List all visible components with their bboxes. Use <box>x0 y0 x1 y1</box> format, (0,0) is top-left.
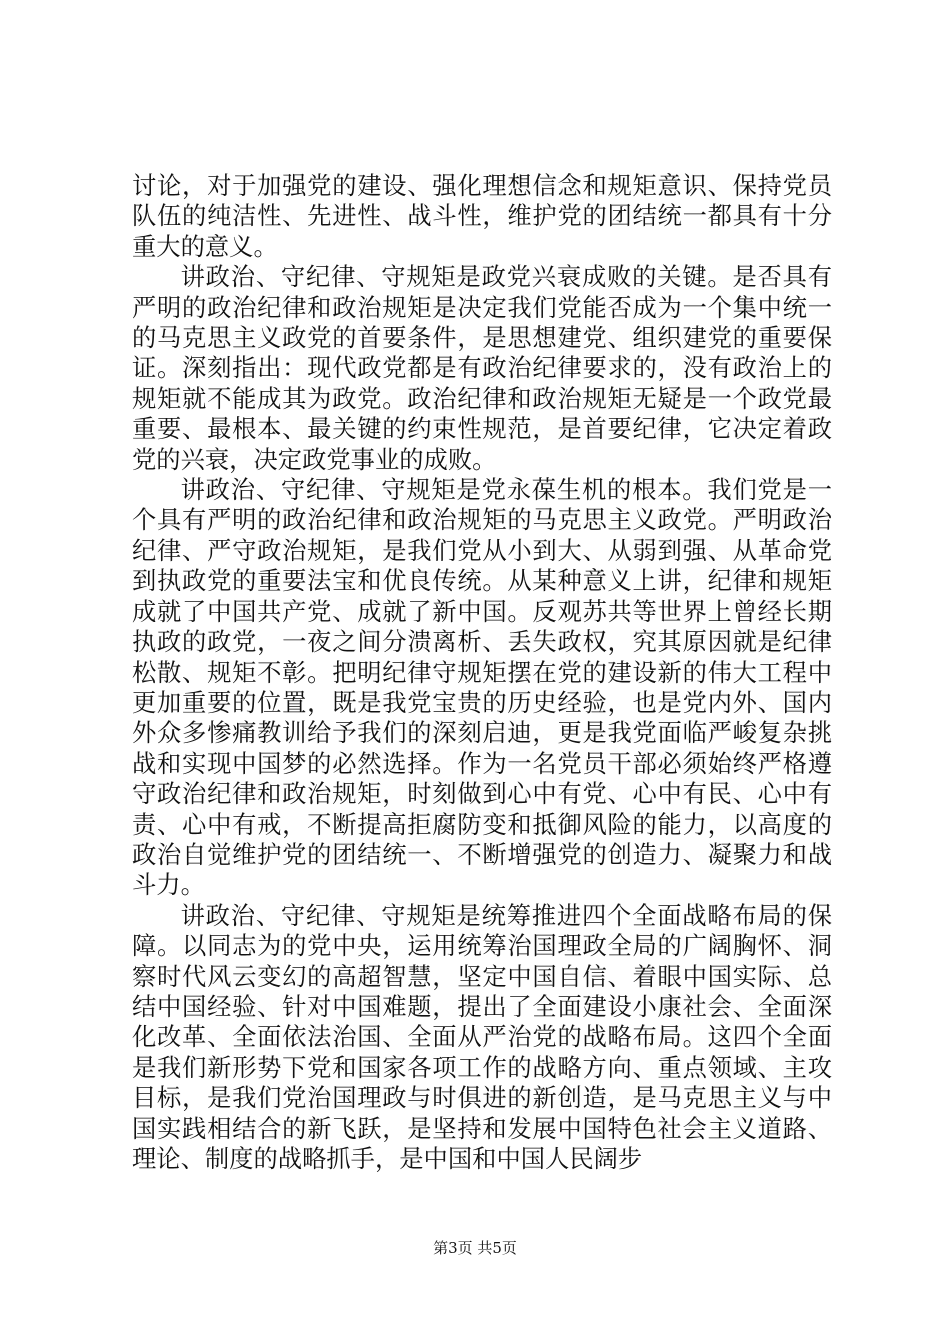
paragraph-3: 讲政治、守纪律、守规矩是党永葆生机的根本。我们党是一个具有严明的政治纪律和政治规矩的马克思主义政党。严明政治纪律、严守政治规矩，是我们党从小到大、从弱到强、从革命党到执政党的重要法宝和优良传统。从某种意义上讲，纪律和规矩成就了中国共产党、成就了新中国。反观苏共等世界上曾经长期执政的政党，一夜之间分溃离析、丢失政权，究其原因就是纪律松散、规矩不彰。把明纪律守规矩摆在党的建设新的伟大工程中更加重要的位置，既是我党宝贵的历史经验，也是党内外、国内外众多惨痛教训给予我们的深刻启迪，更是我党面临严峻复杂挑战和实现中国梦的必然选择。作为一名党员干部必须始终严格遵守政治纪律和政治规矩，时刻做到心中有党、心中有民、心中有责、心中有戒，不断提高拒腐防变和抵御风险的能力，以高度的政治自觉维护党的团结统一、不断增强党的创造力、凝聚力和战斗力。 <box>132 475 832 900</box>
paragraph-2: 讲政治、守纪律、守规矩是政党兴衰成败的关键。是否具有严明的政治纪律和政治规矩是决定我们党能否成为一个集中统一的马克思主义政党的首要条件，是思想建党、组织建党的重要保证。深刻指出：现代政党都是有政治纪律要求的，没有政治上的规矩就不能成其为政党。政治纪律和政治规矩无疑是一个政党最重要、最根本、最关键的约束性规范，是首要纪律，它决定着政党的兴衰，决定政党事业的成败。 <box>132 262 832 474</box>
page-footer: 第3页 共5页 <box>433 1239 517 1257</box>
paragraph-4: 讲政治、守纪律、守规矩是统筹推进四个全面战略布局的保障。以同志为的党中央，运用统筹治国理政全局的广阔胸怀、洞察时代风云变幻的高超智慧，坚定中国自信、着眼中国实际、总结中国经验、针对中国难题，提出了全面建设小康社会、全面深化改革、全面依法治国、全面从严治党的战略布局。这四个全面是我们新形势下党和国家各项工作的战略方向、重点领域、主攻目标，是我们党治国理政与时俱进的新创造，是马克思主义与中国实践相结合的新飞跃，是坚持和发展中国特色社会主义道路、理论、制度的战略抓手，是中国和中国人民阔步 <box>132 900 832 1173</box>
document-body <box>132 171 832 1174</box>
paragraph-1: 讨论，对于加强党的建设、强化理想信念和规矩意识、保持党员队伍的纯洁性、先进性、战斗性，维护党的团结统一都具有十分重大的意义。 <box>132 171 832 261</box>
